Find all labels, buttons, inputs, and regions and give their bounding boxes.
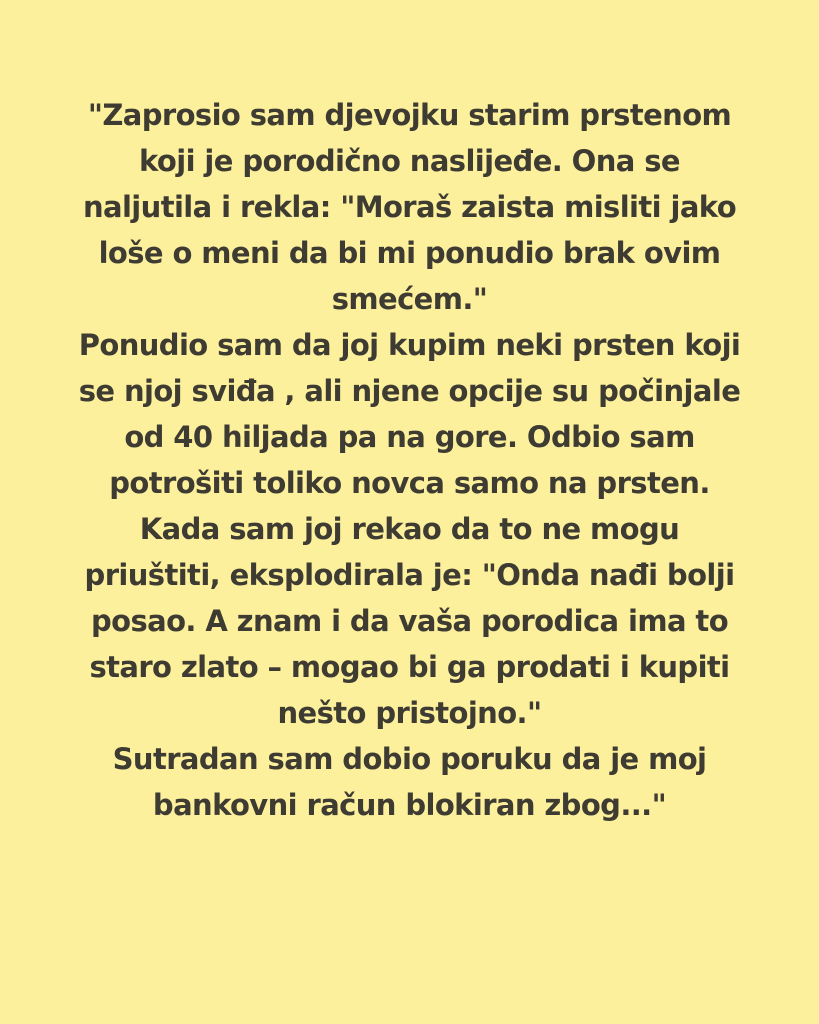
story-line: "Zaprosio sam djevojku starim prstenom [87, 98, 732, 132]
story-line: priuštiti, eksplodirala je: "Onda nađi bolji [84, 558, 735, 592]
story-line: posao. A znam i da vaša porodica ima to [90, 604, 729, 638]
story-line: staro zlato – mogao bi ga prodati i kupiti [89, 650, 730, 684]
story-line: koji je porodično naslijeđe. Ona se [139, 144, 680, 178]
story-line: od 40 hiljada pa na gore. Odbio sam [124, 420, 695, 454]
story-line: se njoj sviđa , ali njene opcije su počinjale [78, 374, 741, 408]
story-text [30, 92, 790, 1024]
story-line: nešto pristojno." [277, 696, 542, 730]
story-line: potrošiti toliko novca samo na prsten. [109, 466, 710, 500]
story-line: smećem." [331, 282, 488, 316]
story-line: naljutila i rekla: "Moraš zaista misliti jako [82, 190, 737, 224]
story-line: Kada sam joj rekao da to ne mogu [139, 512, 680, 546]
story-line: Sutradan sam dobio poruku da je moj [112, 742, 707, 776]
story-line: loše o meni da bi mi ponudio brak ovim [98, 236, 721, 270]
story-line: Ponudio sam da joj kupim neki prsten koji [78, 328, 741, 362]
story-line: bankovni račun blokiran zbog..." [152, 788, 667, 822]
